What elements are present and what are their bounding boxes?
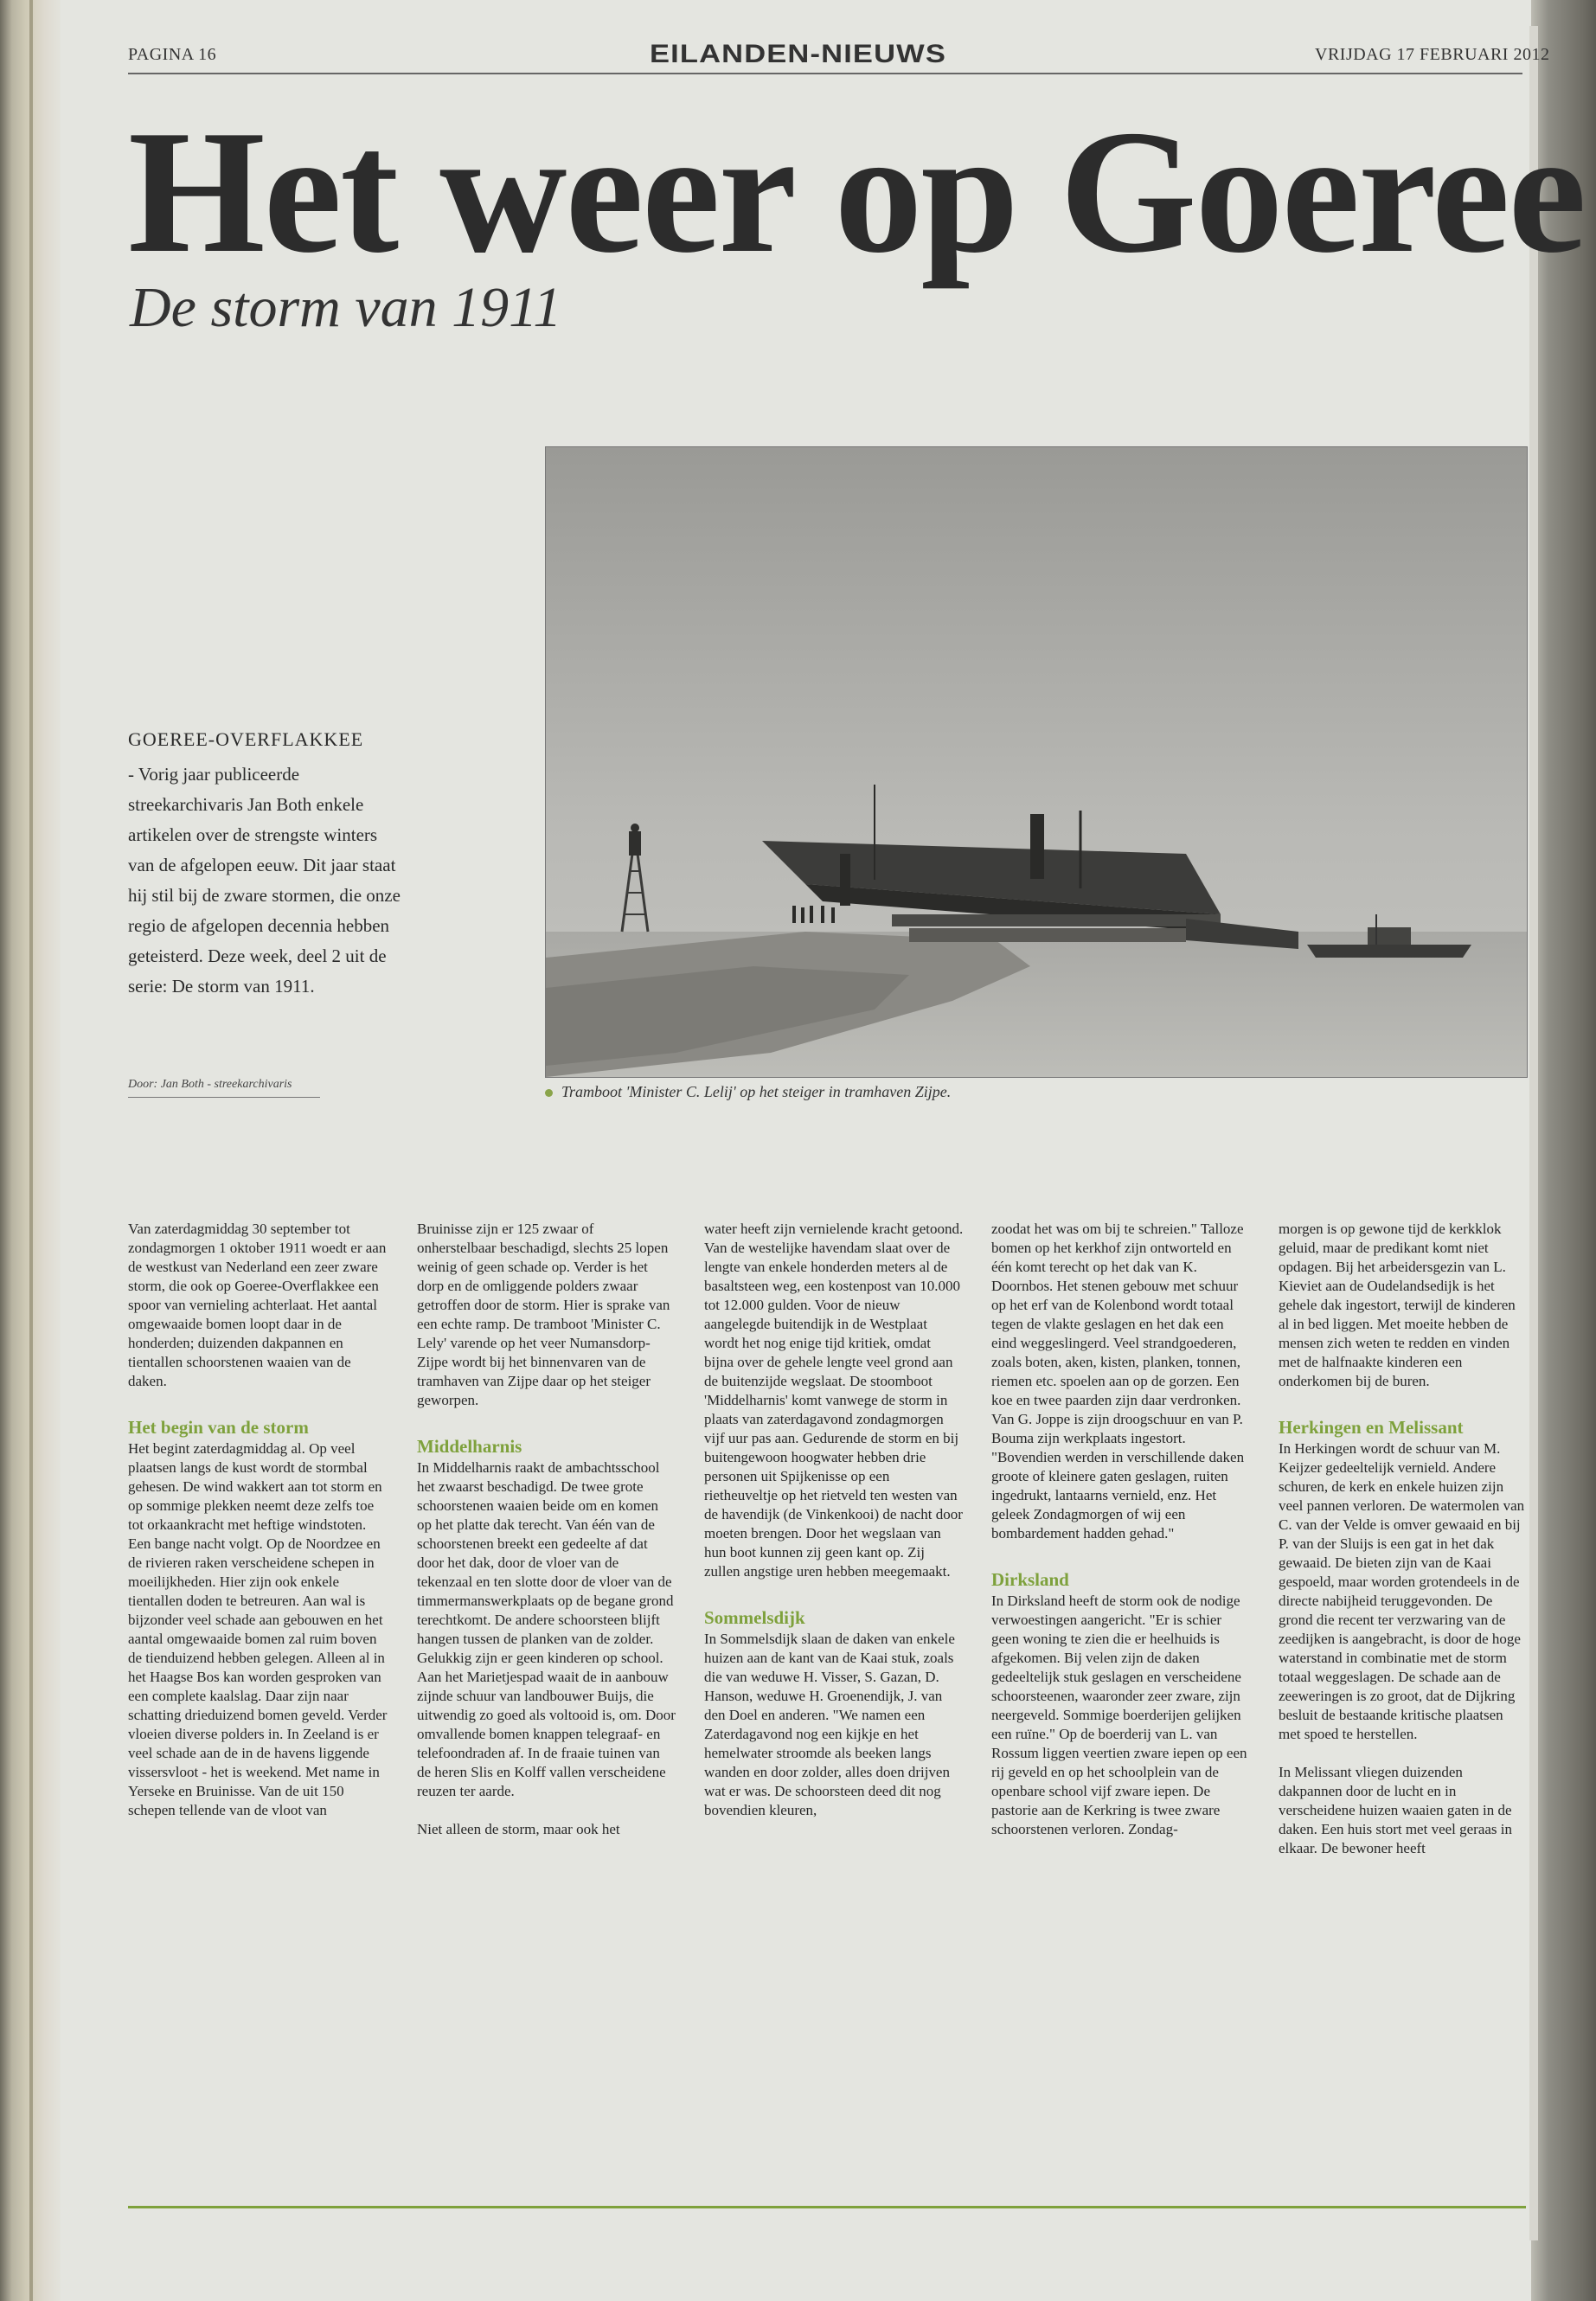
byline: Door: Jan Both - streekarchivaris — [128, 1078, 292, 1091]
body-paragraph: zoodat het was om bij te schreien." Talloze bomen op het kerkhof zijn ontworteld en één komt terecht op het dak van K. Doornbos. Het stenen gebouw met schuur op het erf van de Kolenbond wordt totaal tegen de vlakte geslagen en het dak een eind weggeslingerd. Veel strandgoederen, zoals boten, aken, kisten, planken, tonnen, riemen etc. spoelen aan op de gorzen. Een koe en twee paarden zijn daar verdronken. Van G. Joppe is zijn droogschuur en van P. Bouma zijn werkplaats ingestort. "Bovendien werden in verschillende daken groote of kleinere gaten geslagen, ruiten ingedrukt, lantaarns vernield, enz. Het geleek Zondagmorgen of wij een bombardement hadden gehad." — [991, 1221, 1245, 1541]
article-column — [128, 1220, 388, 1820]
byline-rule — [128, 1097, 320, 1098]
article-headline: Het weer op Goeree — [128, 94, 1586, 290]
photo-tramboot — [546, 447, 1527, 1077]
section-heading: Middelharnis — [417, 1436, 522, 1457]
photo-caption-text: Tramboot 'Minister C. Lelij' op het steiger in tramhaven Zijpe. — [561, 1083, 952, 1100]
intro-block — [128, 725, 405, 1002]
photo-caption — [545, 1083, 951, 1101]
header-rule — [128, 73, 1522, 74]
binding-spine — [0, 0, 61, 2301]
section-heading: Sommelsdijk — [704, 1607, 805, 1628]
binding-line — [29, 0, 33, 2301]
issue-date: VRIJDAG 17 FEBRUARI 2012 — [1315, 45, 1550, 64]
newspaper-page — [61, 0, 1531, 2301]
body-paragraph: Van zaterdagmiddag 30 september tot zondagmorgen 1 oktober 1911 woedt er aan de westkust van Nederland een zeer zware storm, die ook op Goeree-Overflakkee een spoor van vernieling achterlaat. Het aantal omgewaaide bomen loopt daar in de honderden; duizenden dakpannen en tientallen schoorstenen waaien van de daken. — [128, 1221, 387, 1389]
masthead: EILANDEN-NIEUWS — [649, 40, 947, 68]
article-column — [991, 1220, 1251, 1839]
body-paragraph: morgen is op gewone tijd de kerkklok geluid, maar de predikant komt niet opdagen. Bij het arbeidersgezin van L. Kieviet aan de Oudelandsedijk is het gehele dak ingestort, terwijl de kinderen al in bed liggen. Met moeite hebben de mensen zich weten te redden en vinden met de halfnaakte kinderen een onderkomen bij de buren. — [1279, 1221, 1516, 1389]
article-subtitle: De storm van 1911 — [130, 276, 562, 339]
caption-bullet-icon — [545, 1089, 553, 1097]
next-page-edge — [1529, 26, 1538, 2240]
dateline-region: GOEREE-OVERFLAKKEE — [128, 728, 364, 750]
body-paragraph: Bruinisse zijn er 125 zwaar of onherstelbaar beschadigd, slechts 25 lopen weinig of geen schade op. Verder is het dorp en de omliggende polders zwaar getroffen door de storm. Hier is sprake van een echte ramp. De tramboot 'Minister C. Lely' varende op het veer Numansdorp-Zijpe wordt bij het binnenvaren van de tramhaven van Zijpe daar op het steiger geworpen. — [417, 1221, 670, 1408]
page-edge-shadow — [1531, 0, 1596, 2301]
body-paragraph: In Middelharnis raakt de ambachtsschool het zwaarst beschadigd. De twee grote schoorstenen waaien beide om en komen op het platte dak terecht. Van één van de schoorstenen breekt een gedeelte af dat door het dak, door de vloer van de tekenzaal en ten slotte door de vloer van de timmermanswerkplaats op de begane grond terechtkomt. De andere schoorsteen blijft hangen tussen de planken van de zolder. Gelukkig zijn er geen kinderen op school. Aan het Marietjespad waait de in aanbouw zijnde schuur van landbouwer Buijs, die uitwendig zo goed als voltooid is, om. Door omvallende bomen knappen telegraaf- en telefoondraden af. In de fraaie tuinen van de heren Slis en Kolff vallen verscheidene reuzen ter aarde. — [417, 1459, 676, 1799]
body-paragraph: In Herkingen wordt de schuur van M. Keijzer gedeeltelijk vernield. Andere schuren, de kerk en enkele huizen zijn veel pannen verloren. De watermolen van C. van der Velde is omver gewaaid en bij P. van der Sluijs is een gat in het dak gewaaid. De bieten zijn van de Kaai gespoeld, maar worden grotendeels in de directe nabijheid teruggevonden. De grond die recent ter verzwaring van de zeedijken is aangebracht, is door de hoge waterstand in combinatie met de storm totaal weggeslagen. De schade aan de zeeweringen is zo groot, dat de Dijkring besluit de bestaande kritische plaatsen met spoed te herstellen. — [1279, 1440, 1525, 1742]
section-heading: Herkingen en Melissant — [1279, 1417, 1464, 1438]
body-paragraph: Niet alleen de storm, maar ook het — [417, 1821, 620, 1837]
body-paragraph: In Dirksland heeft de storm ook de nodige verwoestingen aangericht. "Er is schier geen woning te zien die er heelhuids is afgekomen. Bij velen zijn de daken gedeeltelijk stuk geslagen en verscheidene schoorsteenen, waaronder zeer zware, zijn neergeveld. Sommige boerderijen gelijken een ruïne." Op de boerderij van L. van Rossum liggen veertien zware iepen op een rij geveld en op het schoolplein van de openbare school vijf zware iepen. De pastorie aan de Kerkring is twee zware schoorstenen verloren. Zondag- — [991, 1593, 1247, 1837]
body-paragraph: Het begint zaterdagmiddag al. Op veel plaatsen langs de kust wordt de stormbal gehesen. De wind wakkert aan tot storm en op sommige plekken neemt deze zelfs toe tot orkaankracht met heftige windstoten. Een bange nacht volgt. Op de Noordzee en de rivieren raken verscheidene schepen in moeilijkheden. Hier zijn ook enkele tientallen doden te betreuren. Aan wal is bijzonder veel schade aan gebouwen en het aantal omgewaaide bomen zal ruim boven de tienduizend hebben gelegen. Alleen al in het Haagse Bos kan worden gesproken van een complete kaalslag. Daar zijn naar schatting drieduizend bomen geveld. Verder vloeien diverse polders in. In Zeeland is er veel schade aan de in de havens liggende vissersvloot - het is weekend. Met name in Yerseke en Bruinisse. Van de uit 150 schepen tellende van de vloot van — [128, 1440, 388, 1818]
article-column — [417, 1220, 676, 1839]
intro-text: - Vorig jaar publiceerde streekarchivaris Jan Both enkele artikelen over de strengste winters van de afgelopen eeuw. Dit jaar staat hij stil bij de zware stormen, die onze regio de afgelopen decennia hebben geteisterd. Deze week, deel 2 uit de serie: De storm van 1911. — [128, 764, 401, 997]
body-paragraph: In Melissant vliegen duizenden dakpannen door de lucht en in verscheidene huizen waaien gaten in de daken. Een huis stort met veel geraas in elkaar. De bewoner heeft — [1279, 1764, 1513, 1856]
footer-rule — [128, 2206, 1526, 2208]
article-photo — [545, 446, 1528, 1078]
article-column — [1279, 1220, 1528, 1858]
page-number: PAGINA 16 — [128, 45, 217, 64]
body-paragraph: In Sommelsdijk slaan de daken van enkele huizen aan de kant van de Kaai stuk, zoals die van weduwe H. Visser, S. Gazan, D. Hanson, weduwe H. Groenendijk, J. van den Doel en anderen. "We namen een Zaterdagavond nog een kijkje en het hemelwater stroomde als beeken langs wanden en door zolder, alles doen drijven wat er was. De schoorsteen deed dit nog bovendien kleuren, — [704, 1631, 955, 1818]
article-column — [704, 1220, 964, 1820]
section-heading: Dirksland — [991, 1569, 1069, 1590]
body-paragraph: water heeft zijn vernielende kracht getoond. Van de westelijke havendam slaat over de lengte van enkele honderden meters al de basaltsteen weg, een kostenpost van 10.000 tot 12.000 gulden. Voor de nieuw aangelegde buitendijk in de Westplaat wordt het nog enige tijd kritiek, omdat bijna over de gehele lengte veel grond aan de buitenzijde wegslaat. De stoomboot 'Middelharnis' komt vanwege de storm in plaats van zaterdagavond zondagmorgen vijf uur pas aan. Gedurende de storm en bij buitengewoon hoogwater hebben drie personen uit Spijkenisse op een rietheuveltje op het rietveld ten westen van de havendijk (de Vinkenkooi) de nacht door moeten brengen. Door het wegslaan van hun boot kunnen zij geen kant op. Zij zullen angstige uren hebben meegemaakt. — [704, 1221, 964, 1580]
section-heading: Het begin van de storm — [128, 1417, 309, 1438]
